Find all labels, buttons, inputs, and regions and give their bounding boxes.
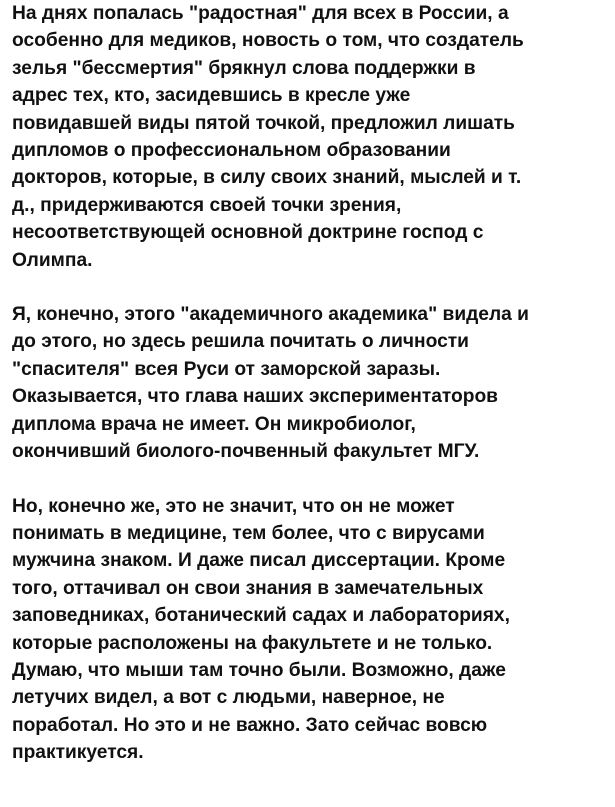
text-line: которые расположены на факультете и не только. <box>12 632 493 654</box>
text-line: д., придерживаются своей точки зрения, <box>12 194 402 216</box>
text-line: дипломов о профессиональном образовании <box>12 140 451 162</box>
text-line: Олимпа. <box>12 249 93 271</box>
text-line: "спасителя" всея Руси от заморской заразы. <box>12 358 441 380</box>
text-line: практикуется. <box>12 742 144 764</box>
text-line: заповедниках, ботанический садах и лабораториях, <box>12 605 510 627</box>
text-line: летучих видел, а вот с людьми, наверное, не <box>12 687 445 709</box>
text-line: На днях попалась "радостная" для всех в России, а <box>12 3 509 24</box>
text-line: того, оттачивал он свои знания в замечательных <box>12 577 484 599</box>
text-line: Я, конечно, этого "академичного академика" видела и <box>12 304 529 326</box>
text-line: диплома врача не имеет. Он микробиолог, <box>12 413 416 435</box>
paragraph-1 <box>12 0 612 274</box>
text-line: до этого, но здесь решила почитать о личности <box>12 331 469 353</box>
text-line: мужчина знаком. И даже писал диссертации. Кроме <box>12 550 506 572</box>
text-line: Но, конечно же, это не значит, что он не может <box>12 495 455 517</box>
text-line: зелья "бессмертия" брякнул слова поддержки в <box>12 57 476 79</box>
text-line: Оказывается, что глава наших экспериментаторов <box>12 386 498 408</box>
text-line: особенно для медиков, новость о том, что создатель <box>12 30 524 52</box>
text-line: поработал. Но это и не важно. Зато сейчас вовсю <box>12 714 488 736</box>
paragraph-2 <box>12 301 612 465</box>
text-line: Думаю, что мыши там точно были. Возможно, даже <box>12 659 506 681</box>
text-line: окончивший биолого-почвенный факультет МГУ. <box>12 441 480 463</box>
text-line: повидавшей виды пятой точкой, предложил лишать <box>12 112 515 134</box>
text-line: понимать в медицине, тем более, что с вирусами <box>12 522 485 544</box>
article-body <box>12 0 612 794</box>
text-line: несоответствующей основной доктрине господ с <box>12 222 484 244</box>
text-line: докторов, которые, в силу своих знаний, мыслей и т. <box>12 167 522 189</box>
paragraph-3 <box>12 493 612 767</box>
text-line: адрес тех, кто, засидевшись в кресле уже <box>12 85 411 107</box>
